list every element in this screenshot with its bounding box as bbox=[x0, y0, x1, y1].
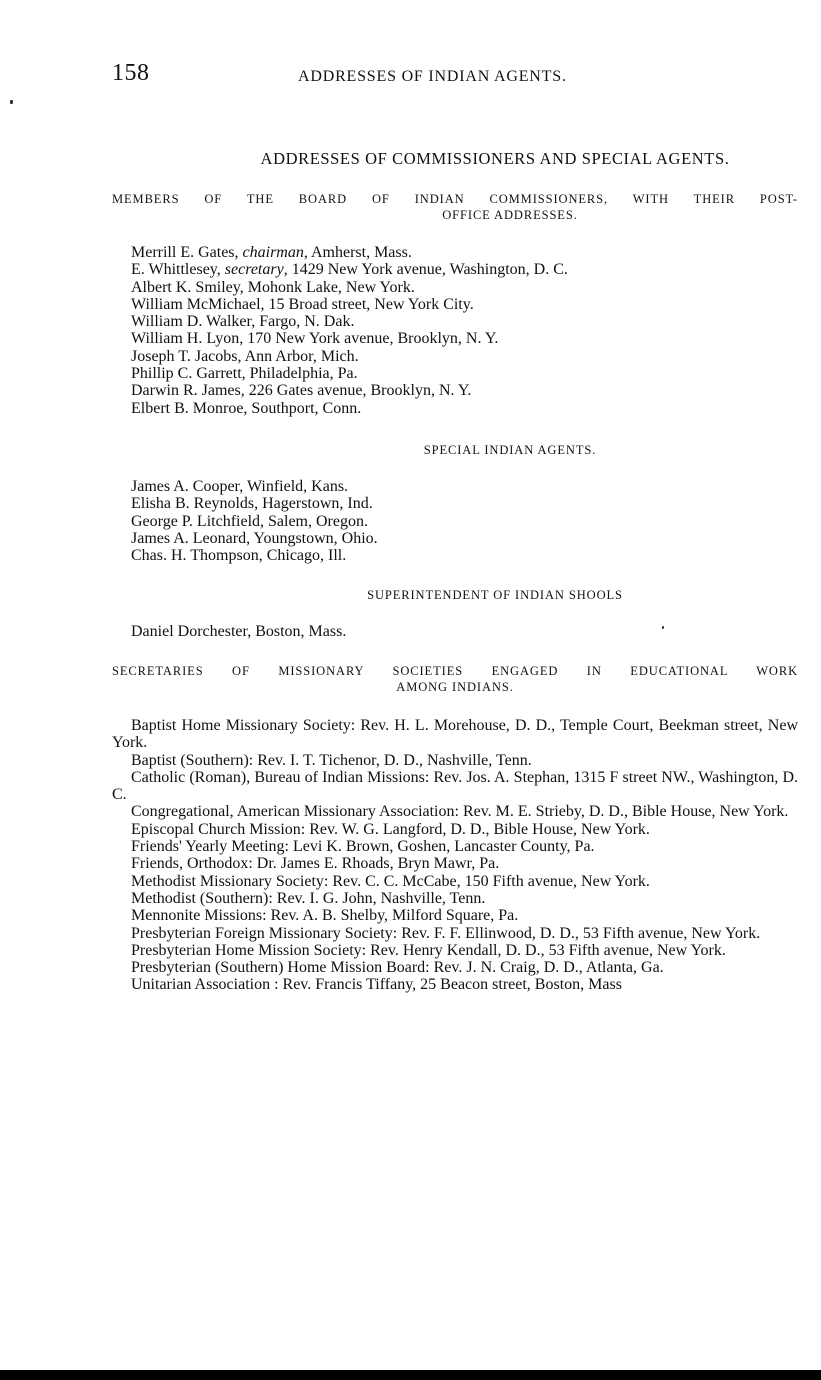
superintendent-name: Daniel Dorchester, Boston, Mass. bbox=[131, 623, 347, 640]
special-agents-heading: SPECIAL INDIAN AGENTS. bbox=[423, 443, 597, 457]
secretary-entry: Friends' Yearly Meeting: Levi K. Brown, Goshen, Lancaster County, Pa. bbox=[131, 838, 595, 856]
scan-bottom-edge bbox=[0, 1370, 821, 1380]
secretary-entry: Mennonite Missions: Rev. A. B. Shelby, Milford Square, Pa. bbox=[131, 907, 519, 925]
member-role: chairman bbox=[242, 244, 304, 261]
secretaries-heading bbox=[112, 663, 798, 695]
scan-speck bbox=[10, 100, 13, 104]
board-member: William McMichael, 15 Broad street, New York City. bbox=[131, 295, 474, 313]
secretary-entry: Methodist Missionary Society: Rev. C. C. McCabe, 150 Fifth avenue, New York. bbox=[131, 872, 650, 890]
secretary-entry: Methodist (Southern): Rev. I. G. John, Nashville, Tenn. bbox=[131, 889, 486, 907]
secretaries-heading-line1: SECRETARIES OF MISSIONARY SOCIETIES ENGAGED IN EDUCATIONAL WORK bbox=[112, 664, 798, 678]
scan-speck bbox=[662, 626, 664, 629]
secretary-entry: Baptist Home Missionary Society: Rev. H. L. Morehouse, D. D., Temple Court, Beekman street, New York. bbox=[112, 717, 798, 752]
secretary-entry: Episcopal Church Mission: Rev. W. G. Langford, D. D., Bible House, New York. bbox=[131, 820, 650, 838]
special-agents-list bbox=[131, 478, 799, 564]
secretary-entry: Catholic (Roman), Bureau of Indian Missions: Rev. Jos. A. Stephan, 1315 F street NW., Washington, D. C. bbox=[112, 768, 798, 804]
board-member: Phillip C. Garrett, Philadelphia, Pa. bbox=[131, 365, 358, 383]
secretary-entry: Unitarian Association : Rev. Francis Tiffany, 25 Beacon street, Boston, Mass bbox=[131, 976, 622, 994]
secretary-entry: Presbyterian Foreign Missionary Society: Rev. F. F. Ellinwood, D. D., 53 Fifth avenue, New York. bbox=[131, 924, 761, 942]
board-heading-line2: OFFICE ADDRESSES. bbox=[442, 208, 578, 222]
member-address: , Amherst, Mass. bbox=[303, 244, 412, 261]
running-title: ADDRESSES OF INDIAN AGENTS. bbox=[298, 68, 567, 85]
special-agent: James A. Cooper, Winfield, Kans. bbox=[131, 478, 349, 495]
special-agent: Chas. H. Thompson, Chicago, Ill. bbox=[131, 547, 347, 565]
special-agent: Elisha B. Reynolds, Hagerstown, Ind. bbox=[131, 495, 373, 513]
page-number: 158 bbox=[112, 60, 150, 86]
member-name: Merrill E. Gates, bbox=[131, 244, 243, 261]
member-role: secretary bbox=[224, 261, 284, 279]
board-heading-line1: MEMBERS OF THE BOARD OF INDIAN COMMISSIONERS, WITH THEIR POST- bbox=[112, 192, 798, 206]
board-member: William D. Walker, Fargo, N. Dak. bbox=[131, 313, 355, 331]
board-members-list bbox=[131, 244, 799, 417]
board-member: Darwin R. James, 226 Gates avenue, Brooklyn, N. Y. bbox=[131, 382, 472, 400]
secretaries-heading-line2: AMONG INDIANS. bbox=[396, 680, 514, 694]
secretary-entry: Presbyterian Home Mission Society: Rev. Henry Kendall, D. D., 53 Fifth avenue, New York. bbox=[131, 941, 726, 959]
superintendent-heading: SUPERINTENDENT OF INDIAN SHOOLS bbox=[367, 588, 623, 602]
secretary-entry: Friends, Orthodox: Dr. James E. Rhoads, Bryn Mawr, Pa. bbox=[131, 855, 500, 873]
superintendent-list bbox=[131, 623, 799, 640]
member-name: E. Whittlesey, bbox=[131, 261, 225, 279]
member-address: , 1429 New York avenue, Washington, D. C. bbox=[283, 261, 568, 279]
board-member: William H. Lyon, 170 New York avenue, Brooklyn, N. Y. bbox=[131, 330, 499, 348]
secretary-entry: Congregational, American Missionary Association: Rev. M. E. Strieby, D. D., Bible House, New York. bbox=[131, 803, 789, 821]
secretary-entry: Presbyterian (Southern) Home Mission Board: Rev. J. N. Craig, D. D., Atlanta, Ga. bbox=[131, 959, 664, 977]
special-agent: James A. Leonard, Youngstown, Ohio. bbox=[131, 529, 378, 547]
secretaries-list bbox=[112, 717, 798, 994]
special-agent: George P. Litchfield, Salem, Oregon. bbox=[131, 512, 368, 530]
board-member: Albert K. Smiley, Mohonk Lake, New York. bbox=[131, 278, 415, 296]
board-member: Joseph T. Jacobs, Ann Arbor, Mich. bbox=[131, 347, 359, 365]
board-member: Elbert B. Monroe, Southport, Conn. bbox=[131, 399, 362, 417]
running-head bbox=[112, 60, 798, 92]
board-heading bbox=[112, 191, 798, 223]
main-heading: ADDRESSES OF COMMISSIONERS AND SPECIAL AGENTS. bbox=[260, 149, 730, 168]
board-member bbox=[131, 244, 799, 261]
secretary-entry: Baptist (Southern): Rev. I. T. Tichenor, D. D., Nashville, Tenn. bbox=[131, 751, 532, 769]
board-member bbox=[131, 261, 799, 278]
